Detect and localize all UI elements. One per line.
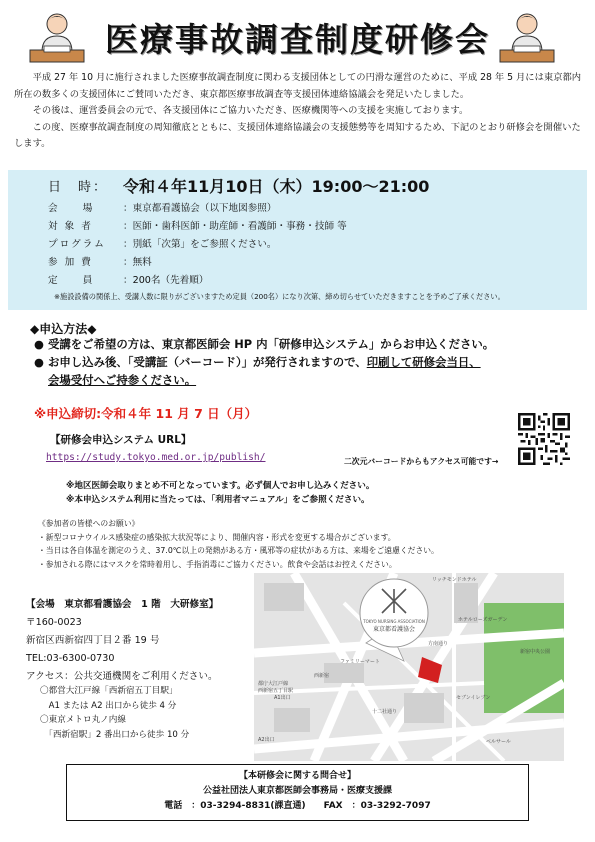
capacity-value: ：200名（先着順）: [123, 275, 209, 286]
registration-link[interactable]: https://study.tokyo.med.or.jp/publish/: [46, 452, 266, 463]
bullet-icon: ●: [34, 355, 44, 369]
attendee-notice: [38, 517, 439, 571]
venue-tel: TEL:03-6300-0730: [26, 653, 115, 664]
map-org-name-en: TOKYO NURSING ASSOCIATION: [363, 619, 425, 624]
capacity-note: ※施設設備の関係上、受講人数に限りがございますため定員（200名）になり次第、締め切らせていただきますことを予めご了承ください。: [54, 292, 505, 301]
route-line: 「西新宿駅」2 番出口から徒歩 10 分: [40, 729, 190, 740]
venue-heading: 【会場 東京都看護協会 1 階 大研修室】: [26, 599, 219, 610]
program-value: ：別紙「次第」をご参照ください。: [123, 239, 277, 250]
apply-bullet: [34, 354, 481, 371]
venue-postal: 〒160-0023: [26, 617, 82, 628]
student-illustration-icon: [492, 10, 562, 66]
target-value: ：医師・歯科医師・助産師・看護師・事務・技師 等: [123, 221, 347, 232]
date-row: [48, 176, 429, 194]
apply-bullet-text: 受講をご希望の方は、東京都医師会 HP 内「研修申込システム」からお申込ください。: [48, 337, 495, 351]
fee-row: [48, 252, 152, 270]
map-label: 十二社通り: [372, 709, 398, 715]
venue-info: [26, 596, 218, 686]
bullet-icon: ●: [34, 337, 44, 351]
date-label: 日 時：: [48, 179, 109, 195]
program-label: プログラム: [48, 239, 106, 250]
contact-box: [66, 764, 529, 821]
venue-row: [48, 198, 277, 216]
map-label: 方南通り: [428, 641, 449, 647]
map-label: ホテルローズガーデン: [458, 617, 508, 623]
deadline-text: ※申込締切:令和４年 11 月 7 日（月）: [34, 406, 258, 421]
map-label: 新宿中央公園: [520, 649, 551, 655]
map-label: ベルサール: [486, 739, 511, 745]
contact-org: 公益社団法人東京都医師会事務局・医療支援課: [202, 786, 392, 796]
intro-paragraph: その後は、運営委員会の元で、各支援団体にご協力いただき、医療機関等への支援を実施しております。: [32, 105, 469, 117]
apply-bullet-emphasis: 会場受付へご持参ください。: [48, 373, 197, 387]
page-header: [0, 6, 595, 68]
apply-bullet-text: お申し込み後、「受講証（バーコード）」が発行されますので、: [48, 355, 367, 369]
contact-phone: 電話 ：03-3294-8831(課直通) FAX ：03-3292-7097: [164, 801, 431, 811]
student-illustration-icon: [22, 10, 92, 66]
date-value: 令和４年11月10日（木）19:00～21:00: [123, 176, 430, 196]
map-label: A2出口: [258, 737, 275, 743]
map-label: 都庁大江戸線: [258, 681, 289, 687]
venue-address: 新宿区西新宿四丁目２番 19 号: [26, 635, 160, 646]
qr-code-icon[interactable]: [518, 413, 570, 465]
map-label: A1出口: [274, 695, 291, 701]
intro-text: [14, 70, 582, 153]
apply-note: ※本申込システム利用に当たっては、「利用者マニュアル」をご参照ください。: [66, 495, 370, 505]
apply-note: ※地区医師会取りまとめ不可となっています。必ず個人でお申し込みください。: [66, 481, 375, 491]
venue-access: アクセス：公共交通機関をご利用ください。: [26, 671, 218, 682]
contact-heading: 【本研修会に関する問合せ】: [238, 771, 356, 781]
target-row: [48, 216, 347, 234]
qr-note: 二次元バーコードからもアクセス可能です→: [344, 457, 499, 466]
program-row: [48, 234, 277, 252]
fee-label: 参 加 費: [48, 257, 93, 268]
venue-map: [254, 573, 564, 761]
attendee-heading: 《参加者の皆様へのお願い》: [38, 519, 140, 528]
route-line: 〇東京メトロ丸ノ内線: [40, 715, 126, 725]
capacity-label: 定 員: [48, 275, 95, 286]
target-label: 対 象 者: [48, 221, 93, 232]
route-info: [40, 684, 189, 742]
event-info-box: [8, 170, 587, 310]
route-line: 〇都営大江戸線「西新宿五丁目駅」: [40, 686, 178, 696]
apply-notes: [66, 479, 374, 507]
intro-paragraph: 平成 27 年 10 月に施行されました医療事故調査制度に関わる支援団体としての円滑な運営のために、平成 28 年 5 月には東京都内所在の数多くの支援団体にご賛同いただき、東京都医療事故調査等支援団体連絡協議会を発足いたしました。: [14, 72, 582, 100]
map-label: 西新宿: [314, 673, 330, 679]
apply-bullet-cont: [48, 372, 196, 389]
map-label: 西新宿五丁目駅: [258, 688, 294, 694]
capacity-row: [48, 270, 208, 288]
apply-heading: ◆申込方法◆: [30, 322, 97, 336]
page-title: 医療事故調査制度研修会: [105, 20, 490, 59]
venue-value: ：東京都看護協会（以下地図参照）: [123, 203, 277, 214]
intro-paragraph: この度、医療事故調査制度の周知徹底とともに、支援団体連絡協議会の支援態勢等を周知するため、下記のとおり研修会を開催いたします。: [14, 121, 581, 150]
route-line: A1 または A2 出口から徒歩 4 分: [40, 700, 177, 711]
venue-label: 会 場: [48, 203, 95, 214]
attendee-line: ・当日は各自体温を測定のうえ、37.0℃以上の発熱がある方・風邪等の症状がある方は、来場をご遠慮ください。: [38, 546, 439, 556]
map-label: リッチモンドホテル: [432, 577, 477, 583]
map-label: セブンイレブン: [456, 695, 491, 701]
fee-value: ：無料: [123, 257, 152, 268]
attendee-line: ・参加される際にはマスクを常時着用し、手指消毒にご協力ください。飲食や会話はお控えください。: [38, 559, 397, 569]
apply-bullet: [34, 336, 494, 353]
map-label: ファミリーマート: [340, 659, 380, 665]
apply-bullet-emphasis: 印刷して研修会当日、: [366, 355, 481, 369]
map-org-name: 東京都看護協会: [372, 626, 416, 633]
url-label: 【研修会申込システム URL】: [50, 434, 192, 446]
attendee-line: ・新型コロナウイルス感染症の感染拡大状況等により、開催内容・形式を変更する場合がございます。: [38, 532, 396, 542]
